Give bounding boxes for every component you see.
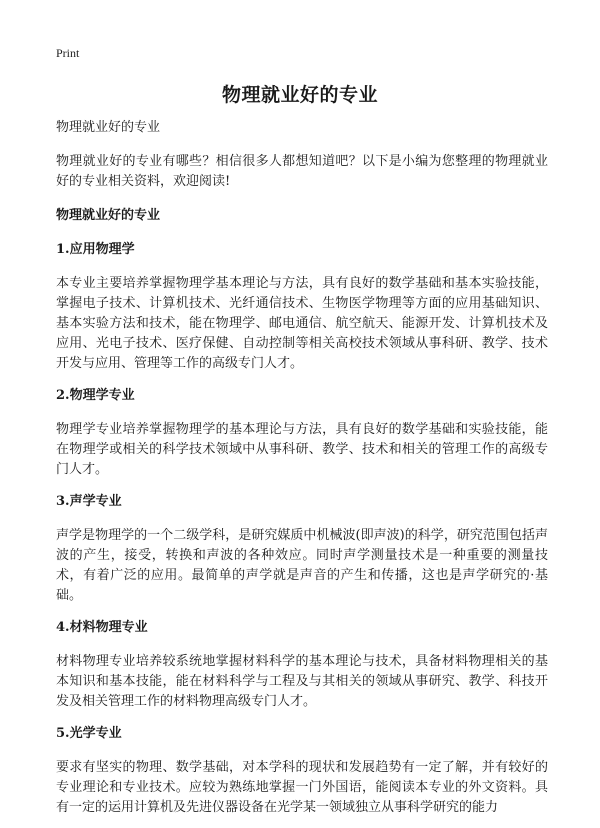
print-link[interactable]: Print: [56, 46, 80, 60]
section-heading-material-physics: 4.材料物理专业: [56, 620, 148, 635]
section-body-material-physics: 材料物理专业培养较系统地掌握材料科学的基本理论与技术，具备材料物理相关的基本知识和基本技能，能在材料科学与工程及与其相关的领域从事研究、教学、科技开发及相关管理工作的材料物理高级专门人才。: [56, 654, 548, 709]
section-heading-acoustics: 3.声学专业: [56, 494, 122, 509]
section-body-optics: 要求有坚实的物理、数学基础，对本学科的现状和发展趋势有一定了解，并有较好的专业理论和专业技术。应较为熟练地掌握一门外国语，能阅读本专业的外文资料。具有一定的运用计算机及先进仪器设备在光学某一领域独立从事科学研究的能力: [56, 760, 548, 815]
section-heading-physics: 2.物理学专业: [56, 388, 135, 403]
section-body-applied-physics: 本专业主要培养掌握物理学基本理论与方法，具有良好的数学基础和基本实验技能，掌握电子技术、计算机技术、光纤通信技术、生物医学物理等方面的应用基础知识、基本实验方法和技术，能在物理学、邮电通信、航空航天、能源开发、计算机技术及应用、光电子技术、医疗保健、自动控制等相关高校技术领域从事科研、教学、技术开发与应用、管理等工作的高级专门人才。: [56, 276, 548, 371]
section-heading-applied-physics: 1.应用物理学: [56, 242, 135, 257]
intro-paragraph: 物理就业好的专业有哪些？相信很多人都想知道吧？以下是小编为您整理的物理就业好的专业相关资料，欢迎阅读!: [56, 154, 548, 189]
article-content: [56, 118, 548, 818]
section-body-physics: 物理学专业培养掌握物理学的基本理论与方法，具有良好的数学基础和实验技能，能在物理学或相关的科学技术领域中从事科研、教学、技术和相关的管理工作的高级专门人才。: [56, 422, 548, 477]
page-title: 物理就业好的专业: [221, 84, 378, 106]
main-heading: 物理就业好的专业: [56, 208, 161, 223]
section-heading-optics: 5.光学专业: [56, 726, 122, 741]
section-body-acoustics: 声学是物理学的一个二级学科，是研究媒质中机械波(即声波)的科学，研究范围包括声波的产生，接受，转换和声波的各种效应。同时声学测量技术是一种重要的测量技术，有着广泛的应用。最简单的声学就是声音的产生和传播，这也是声学研究的·基础。: [56, 528, 548, 603]
intro-line: 物理就业好的专业: [56, 120, 161, 135]
